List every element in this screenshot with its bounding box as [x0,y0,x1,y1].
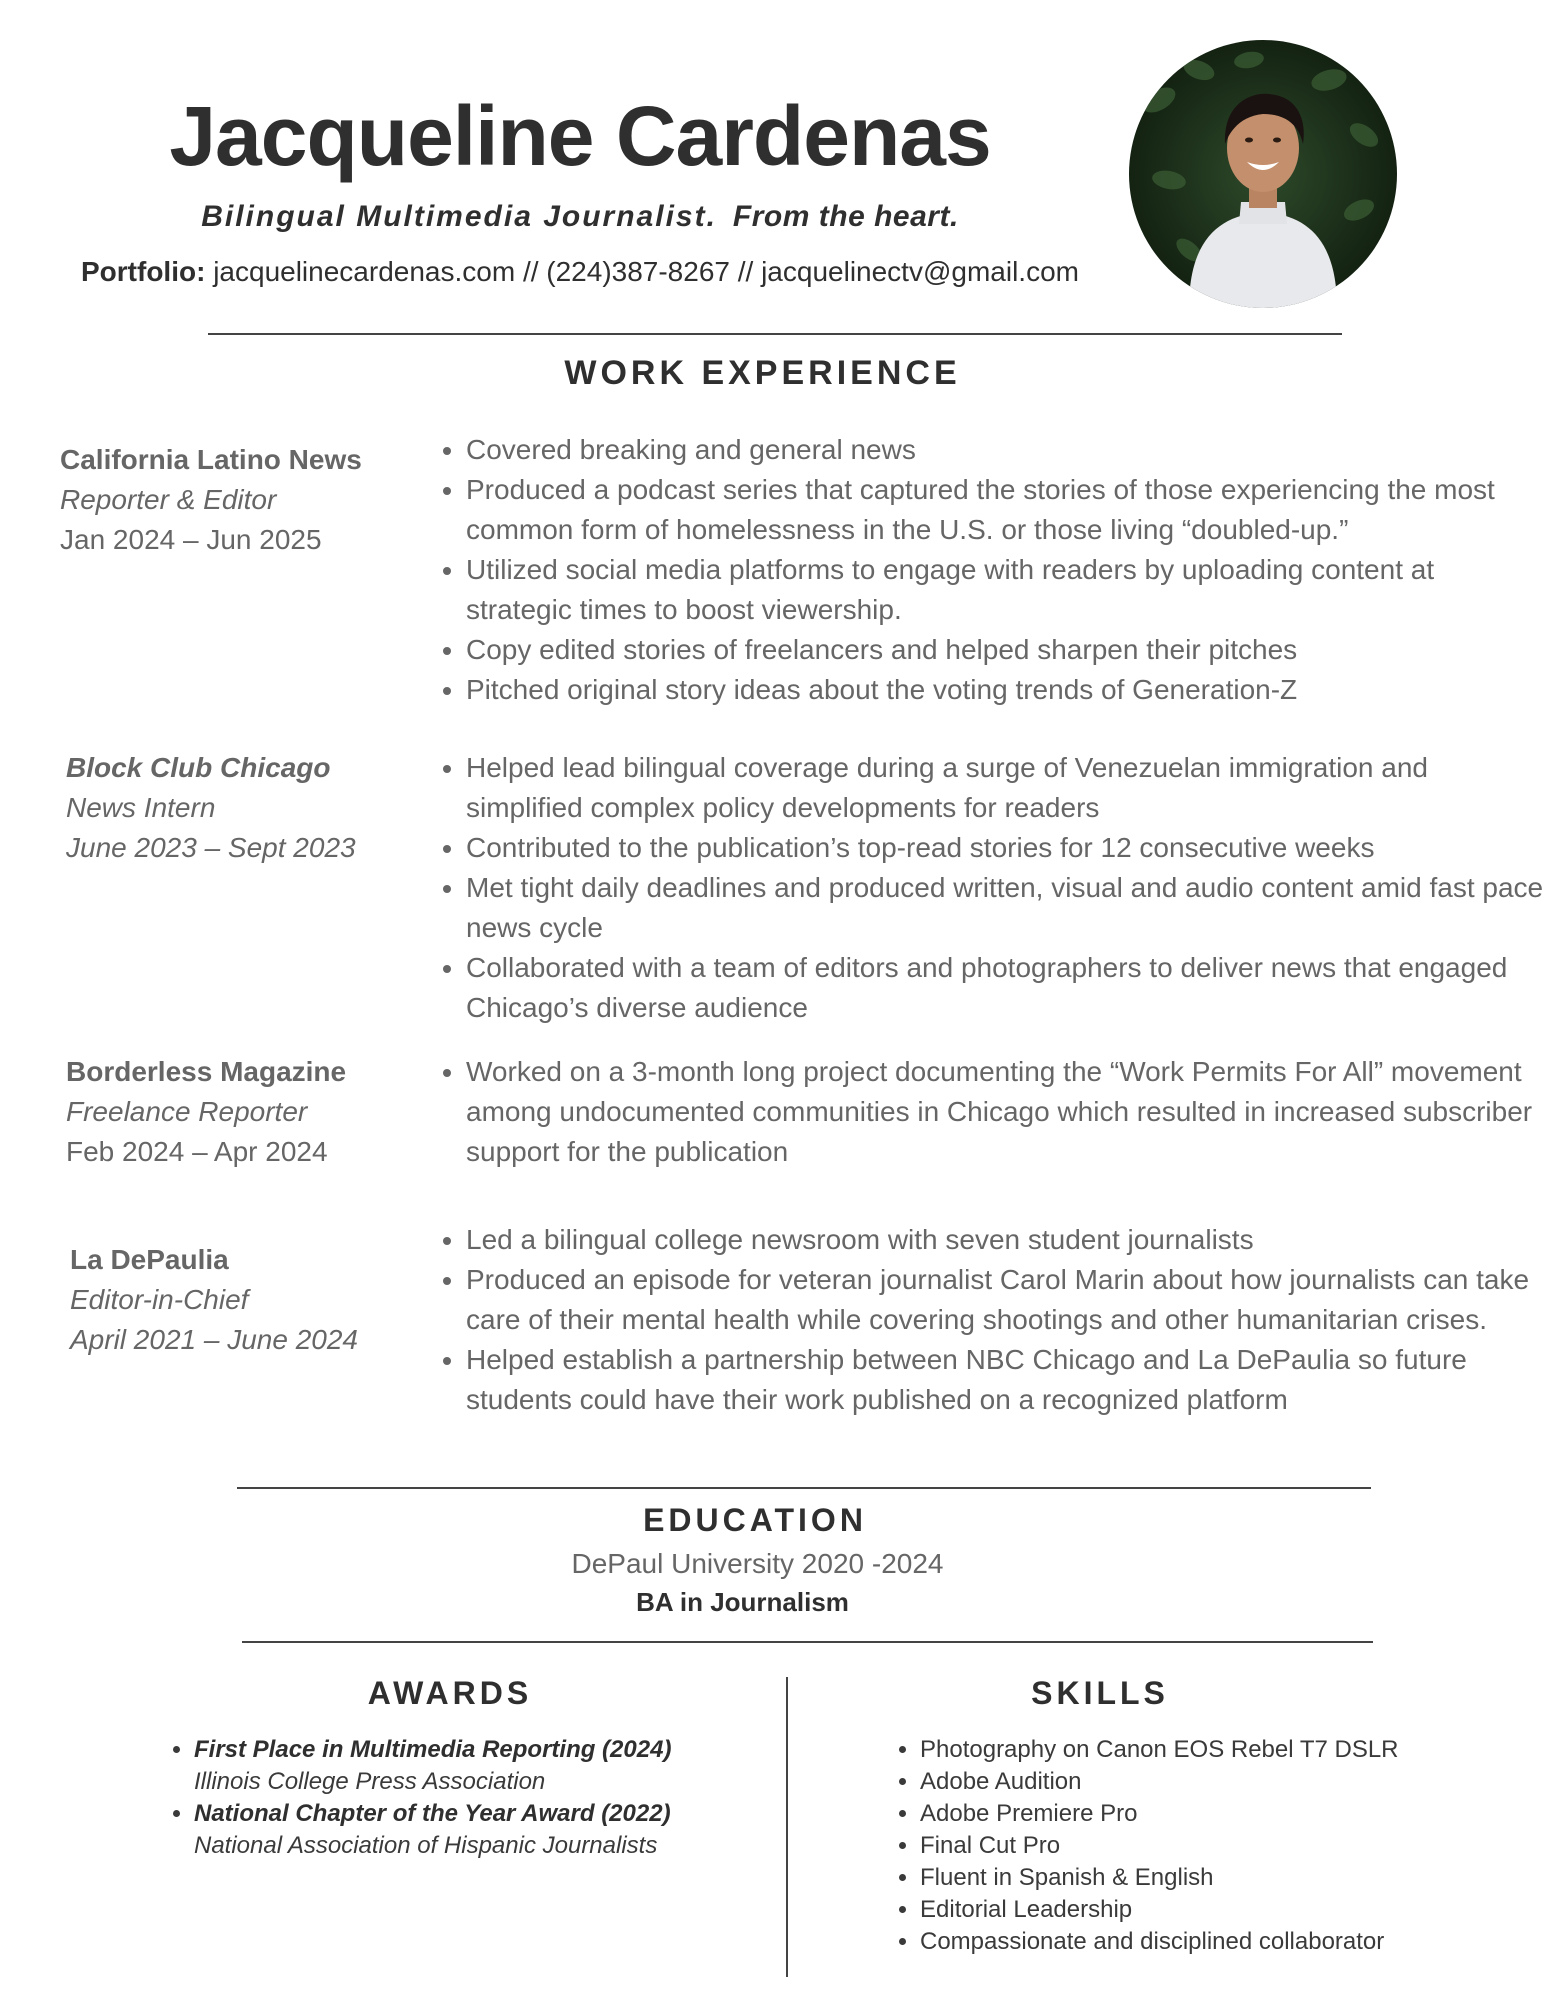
profile-photo-image [1129,40,1397,308]
work-experience-title: WORK EXPERIENCE [564,354,961,392]
job-borderless-magazine [66,1052,396,1172]
award-org: National Association of Hispanic Journalists [194,1832,658,1859]
list-item: • Worked on a 3-month long project documenting the “Work Permits For All” movement among undocumented communities in Chicago which resulted in increased subscriber support for the publication [466,1052,1545,1172]
list-item: • Contributed to the publication’s top-read stories for 12 consecutive weeks [466,828,1545,868]
list-item: • Collaborated with a team of editors and photographers to deliver news that engaged Chicago’s diverse audience [466,948,1545,1028]
list-item: • Utilized social media platforms to engage with readers by uploading content at strategic times to boost viewership. [466,550,1545,630]
tagline-motto: From the heart. [732,200,959,233]
awards-title: AWARDS [367,1675,533,1711]
job-dates: June 2023 – Sept 2023 [66,832,356,863]
award-name: • National Chapter of the Year Award (2022) [194,1800,671,1827]
list-item: • Pitched original story ideas about the voting trends of Generation-Z [466,670,1545,710]
resume-name: Jacqueline Cardenas [169,89,991,183]
education-divider [242,1641,1373,1643]
list-item: • Met tight daily deadlines and produced written, visual and audio content amid fast pace news cycle [466,868,1545,948]
list-item: • Fluent in Spanish & English [920,1862,1520,1894]
job-dates: Feb 2024 – Apr 2024 [66,1136,328,1167]
award-name: • First Place in Multimedia Reporting (2024) [194,1736,672,1763]
list-item: • Led a bilingual college newsroom with seven student journalists [466,1220,1545,1260]
job-bullets [430,430,1545,710]
list-item: • Helped lead bilingual coverage during a surge of Venezuelan immigration and simplified complex policy developments for readers [466,748,1545,828]
list-item: • Copy edited stories of freelancers and helped sharpen their pitches [466,630,1545,670]
skills-title: SKILLS [1031,1675,1169,1711]
work-divider [237,1487,1371,1489]
list-item: • Photography on Canon EOS Rebel T7 DSLR [920,1734,1520,1766]
list-item: • Produced a podcast series that captured the stories of those experiencing the most common form of homelessness in the U.S. or those living “doubled-up.” [466,470,1545,550]
portfolio-label: Portfolio: [81,256,206,287]
profile-photo [1129,40,1397,308]
job-org: California Latino News [60,444,362,475]
award-org: Illinois College Press Association [194,1768,546,1795]
job-bullets [430,748,1545,1028]
job-role: News Intern [66,792,216,823]
job-role: Editor-in-Chief [70,1284,249,1315]
list-item [194,1798,794,1862]
job-bullets [430,1220,1545,1420]
education-school: DePaul University 2020 -2024 [571,1548,944,1579]
tagline [0,200,1160,234]
list-item: • Adobe Premiere Pro [920,1798,1520,1830]
education-title: EDUCATION [643,1502,867,1538]
job-org: La DePaulia [70,1244,229,1275]
job-la-depaulia [70,1240,400,1360]
list-item: • Editorial Leadership [920,1894,1520,1926]
column-divider [786,1677,788,1977]
contact-line [0,256,1160,288]
job-dates: Jan 2024 – Jun 2025 [60,524,322,555]
education-degree: BA in Journalism [636,1587,849,1617]
job-org: Block Club Chicago [66,752,331,783]
job-role: Reporter & Editor [60,484,277,515]
job-california-latino-news [60,440,390,560]
skills-list [884,1734,1520,1958]
list-item: • Produced an episode for veteran journalist Carol Marin about how journalists can take care of their mental health while covering shootings and other humanitarian crises. [466,1260,1545,1340]
list-item: • Final Cut Pro [920,1830,1520,1862]
list-item [194,1734,794,1798]
list-item: • Adobe Audition [920,1766,1520,1798]
contact-details: jacquelinecardenas.com // (224)387-8267 // jacquelinectv@gmail.com [213,256,1079,287]
header-divider [208,333,1342,335]
job-block-club-chicago [66,748,396,868]
list-item: • Covered breaking and general news [466,430,1545,470]
job-role: Freelance Reporter [66,1096,308,1127]
job-bullets [430,1052,1545,1172]
awards-list [158,1734,794,1862]
tagline-title: Bilingual Multimedia Journalist. [201,200,717,233]
job-dates: April 2021 – June 2024 [70,1324,358,1355]
job-org: Borderless Magazine [66,1056,347,1087]
list-item: • Helped establish a partnership between NBC Chicago and La DePaulia so future students could have their work published on a recognized platform [466,1340,1545,1420]
list-item: • Compassionate and disciplined collaborator [920,1926,1520,1958]
